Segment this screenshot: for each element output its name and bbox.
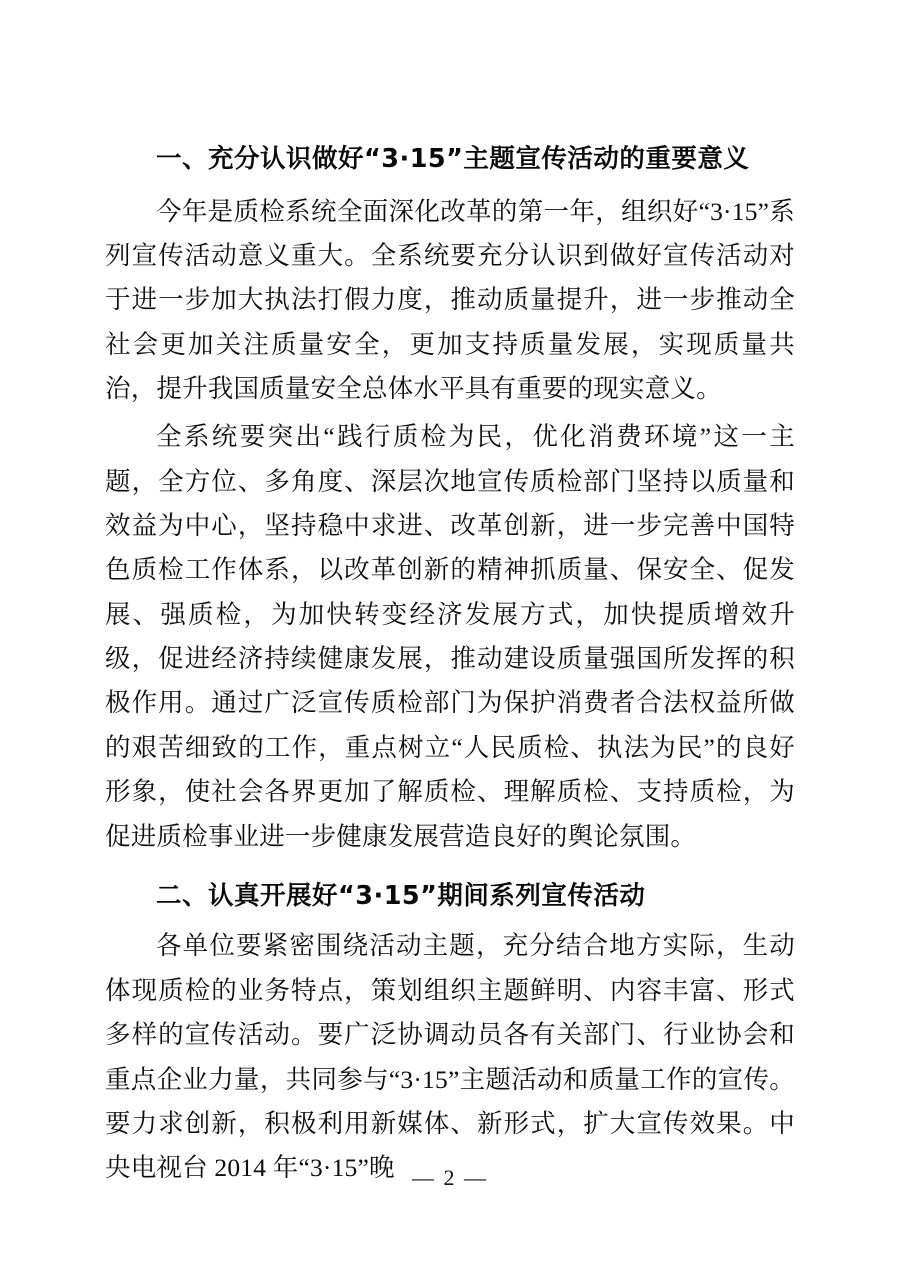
page-number: — 2 — (412, 1165, 488, 1190)
section-two-paragraph-1: 各单位要紧密围绕活动主题，充分结合地方实际，生动体现质检的业务特点，策划组织主题鲜明、内容丰富、形式多样的宣传活动。要广泛协调动员各有关部门、行业协会和重点企业力量，共同参与“3·15”主题活动和质量工作的宣传。要力求创新，积极利用新媒体、新形式，扩大宣传效果。中央电视台 2014 年“3·15”晚 (105, 931, 795, 1183)
document-body (105, 140, 795, 1191)
section-heading-two: 二、认真开展好“3·15”期间系列宣传活动 (156, 880, 646, 911)
section-one-paragraph-1: 今年是质检系统全面深化改革的第一年，组织好“3·15”系列宣传活动意义重大。全系统要充分认识到做好宣传活动对于进一步加大执法打假力度，推动质量提升，进一步推动全社会更加关注质量安全，更加支持质量发展，实现质量共治，提升我国质量安全总体水平具有重要的现实意义。 (105, 196, 795, 403)
section-one-paragraph-2: 全系统要突出“践行质检为民，优化消费环境”这一主题，全方位、多角度、深层次地宣传质检部门坚持以质量和效益为中心，坚持稳中求进、改革创新，进一步完善中国特色质检工作体系，以改革创新的精神抓质量、保安全、促发展、强质检，为加快转变经济发展方式，加快提质增效升级，促进经济持续健康发展，推动建设质量强国所发挥的积极作用。通过广泛宣传质检部门为保护消费者合法权益所做的艰苦细致的工作，重点树立“人民质检、执法为民”的良好形象，使社会各界更加了解质检、理解质检、支持质检，为促进质检事业进一步健康发展营造良好的舆论氛围。 (105, 422, 795, 851)
section-heading-one: 一、充分认识做好“3·15”主题宣传活动的重要意义 (156, 144, 750, 174)
